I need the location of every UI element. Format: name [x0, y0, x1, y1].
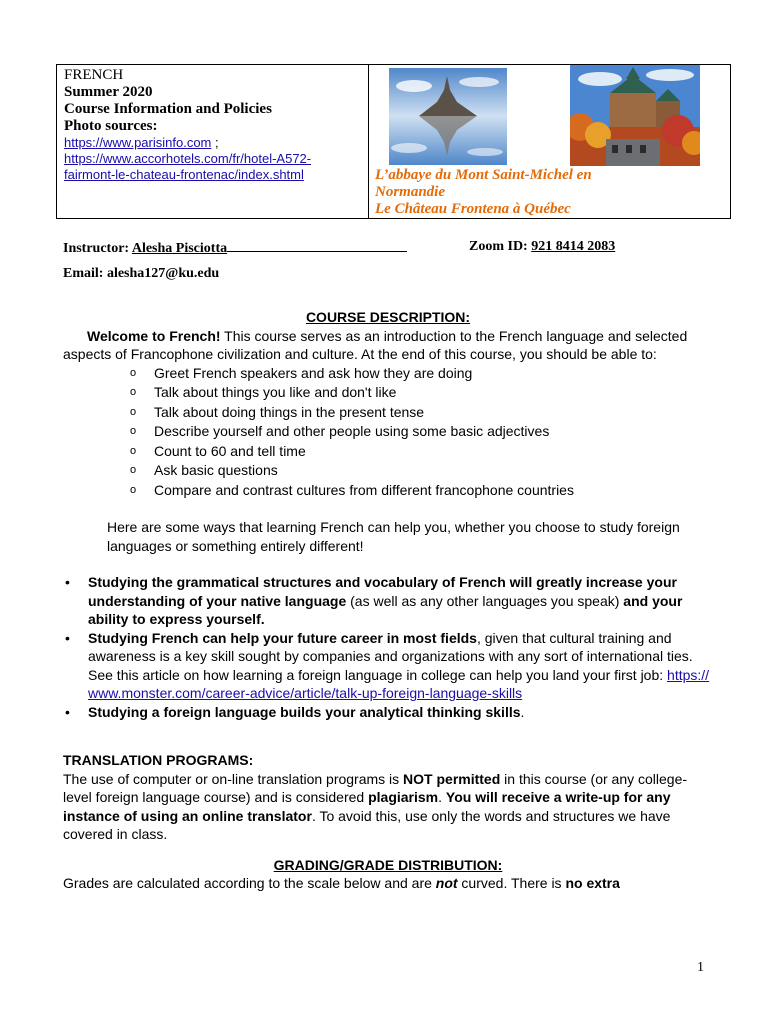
- link-separator: ;: [211, 135, 219, 150]
- list-marker: o: [130, 483, 137, 496]
- list-item: o Describe yourself and other people using some basic adjectives: [63, 422, 713, 442]
- instructor-line: [63, 239, 407, 257]
- instructor-blank-line: [227, 239, 407, 252]
- header-table: [56, 64, 731, 219]
- bullet-marker: •: [65, 629, 70, 646]
- instructor-name: Alesha Pisciotta: [131, 241, 228, 256]
- document-title: Course Information and Policies: [64, 101, 272, 117]
- caption-mont-saint-michel-line-1: L’abbaye du Mont Saint-Michel en: [375, 167, 592, 183]
- parisinfo-link[interactable]: https://www.parisinfo.com: [64, 135, 212, 150]
- list-item: o Compare and contrast cultures from different francophone countries: [63, 481, 713, 501]
- list-marker: o: [130, 464, 137, 476]
- course-description-intro: [63, 327, 713, 364]
- list-item: o Talk about doing things in the present tense: [63, 403, 713, 423]
- email-address: alesha127@ku.edu: [106, 266, 220, 281]
- email-line: [63, 266, 219, 282]
- main-content: [63, 308, 713, 893]
- benefit-grammar: • Studying the grammatical structures and vocabulary of French will greatly increase your understanding of your native language (as well as any other languages you speak) and your ability to express yourself.: [65, 574, 683, 627]
- list-marker: o: [130, 366, 137, 379]
- benefits-list: [63, 573, 713, 721]
- list-item: o Talk about things you like and don't like: [63, 383, 713, 403]
- accorhotels-link[interactable]: [64, 151, 368, 183]
- benefit-career: • Studying French can help your future career in most fields, given that cultural training and awareness is a key skill sought by companies and organizations with any sort of international ties. See this article on how learning a foreign language in college can help you land your first job: https://www.monster.com/career-advice/article/talk-up-foreign-language-skills: [65, 629, 710, 701]
- grading-paragraph: Grades are calculated according to the scale below and are not curved. There is no extra: [63, 875, 620, 891]
- list-item: o Count to 60 and tell time: [63, 442, 713, 462]
- list-item: o Greet French speakers and ask how they are doing: [63, 364, 713, 384]
- list-marker: o: [130, 444, 137, 457]
- accorhotels-link-line-2[interactable]: fairmont-le-chateau-frontenac/index.shtml: [64, 167, 304, 182]
- header-info-cell: [57, 65, 369, 218]
- page-number: 1: [697, 960, 704, 975]
- list-marker: o: [130, 405, 137, 418]
- zoom-label: Zoom ID:: [469, 239, 528, 254]
- accorhotels-link-line-1[interactable]: https://www.accorhotels.com/fr/hotel-A572-: [64, 151, 312, 166]
- translation-policy-paragraph: The use of computer or on-line translation programs is NOT permitted in this course (or any college-level foreign language course) and is considered plagiarism. You will receive a write-up for any instance of using an online translator. To avoid this, use only the words and structures we have covered in class.: [63, 770, 688, 842]
- list-marker: o: [130, 386, 137, 398]
- list-item: o Ask basic questions: [63, 461, 713, 481]
- caption-mont-saint-michel-line-2: Normandie: [375, 184, 446, 200]
- benefit-analytical: • Studying a foreign language builds your analytical thinking skills.: [65, 703, 525, 720]
- email-label: Email:: [63, 266, 104, 281]
- course-description-heading: COURSE DESCRIPTION:: [305, 309, 471, 325]
- zoom-line: [469, 239, 615, 255]
- mont-saint-michel-photo: [389, 68, 507, 165]
- intro-text: This course serves as an introduction to the French language and selected aspects of Francophone civilization and culture. At the end of this course, you should be able to:: [63, 327, 688, 362]
- bullet-marker: •: [65, 574, 70, 590]
- welcome-text: Welcome to French!: [87, 327, 221, 344]
- ways-intro-paragraph: Here are some ways that learning French can help you, whether you choose to study foreign languages or something entirely different!: [107, 519, 680, 554]
- photo-source-line-1: [64, 135, 368, 151]
- course-name: FRENCH: [64, 67, 124, 83]
- grading-heading: GRADING/GRADE DISTRIBUTION:: [273, 856, 503, 873]
- instructor-label: Instructor:: [63, 241, 130, 256]
- header-photo-cell: [369, 65, 730, 218]
- term: Summer 2020: [64, 84, 153, 100]
- zoom-id: 921 8414 2083: [531, 239, 616, 254]
- list-marker: o: [130, 425, 137, 437]
- chateau-frontenac-photo: [570, 65, 700, 166]
- photo-sources-label: Photo sources:: [64, 118, 158, 134]
- translation-programs-heading: TRANSLATION PROGRAMS:: [63, 752, 254, 768]
- objectives-list: [63, 364, 713, 501]
- monster-article-link[interactable]: https://www.monster.com/career-advice/article/talk-up-foreign-language-skills: [88, 666, 710, 701]
- photo-captions: [375, 167, 592, 218]
- caption-chateau-frontenac: Le Château Frontena à Québec: [375, 201, 571, 217]
- bullet-marker: •: [65, 703, 70, 720]
